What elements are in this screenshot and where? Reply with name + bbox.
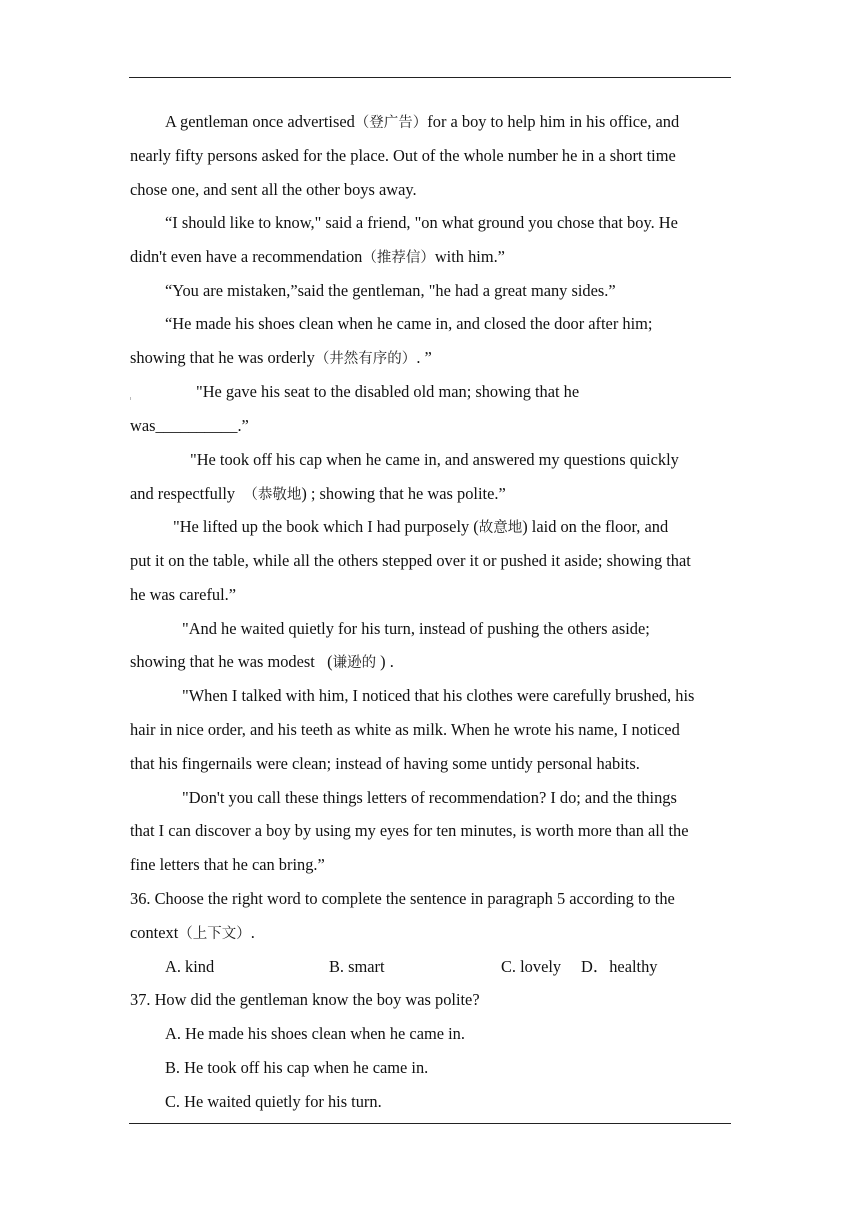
passage-line: didn't even have a recommendation（推荐信）with him.”: [130, 247, 505, 266]
passage-line: that his fingernails were clean; instead of having some untidy personal habits.: [130, 754, 640, 773]
passage-line: "When I talked with him, I noticed that his clothes were carefully brushed, his: [182, 686, 695, 705]
option-b: B. smart: [329, 957, 385, 976]
footer-rule: [129, 1123, 731, 1124]
passage-line: “I should like to know," said a friend, "on what ground you chose that boy. He: [165, 213, 678, 232]
passage-line: “You are mistaken,”said the gentleman, "he had a great many sides.”: [165, 281, 616, 300]
passage-line: "He took off his cap when he came in, and answered my questions quickly: [190, 450, 679, 469]
option-b: B. He took off his cap when he came in.: [165, 1058, 429, 1077]
option-c: C. lovely: [501, 957, 562, 976]
passage-line: “He made his shoes clean when he came in, and closed the door after him;: [165, 314, 653, 333]
passage-line: "He lifted up the book which I had purposely (故意地) laid on the floor, and: [173, 517, 669, 536]
passage-line: showing that he was orderly（井然有序的）. ”: [130, 348, 432, 367]
passage-line: fine letters that he can bring.”: [130, 855, 325, 874]
question-36: 36. Choose the right word to complete the sentence in paragraph 5 according to the: [130, 889, 675, 908]
passage-line: hair in nice order, and his teeth as white as milk. When he wrote his name, I noticed: [130, 720, 680, 739]
passage-line: showing that he was modest (谦逊的 ) .: [130, 652, 394, 671]
option-d: D．healthy: [581, 957, 658, 976]
passage-line: chose one, and sent all the other boys away.: [130, 180, 417, 199]
passage-line: he was careful.”: [130, 585, 237, 604]
passage-line: that I can discover a boy by using my eyes for ten minutes, is worth more than all the: [130, 821, 689, 840]
margin-mark: [130, 397, 131, 400]
header-rule: [129, 77, 731, 78]
passage-line: A gentleman once advertised（登广告）for a boy to help him in his office, and: [165, 112, 680, 131]
option-c: C. He waited quietly for his turn.: [165, 1092, 382, 1111]
passage-line: "Don't you call these things letters of recommendation? I do; and the things: [182, 788, 677, 807]
question-36-cont: context（上下文）.: [130, 923, 255, 942]
option-a: A. He made his shoes clean when he came in.: [165, 1024, 465, 1043]
option-a: A. kind: [165, 957, 215, 976]
passage-line: nearly fifty persons asked for the place. Out of the whole number he in a short time: [130, 146, 676, 165]
passage-line: "And he waited quietly for his turn, instead of pushing the others aside;: [182, 619, 650, 638]
passage-line: put it on the table, while all the others stepped over it or pushed it aside; showing that: [130, 551, 691, 570]
passage-line: "He gave his seat to the disabled old man; showing that he: [196, 382, 580, 401]
blank-line: was__________.”: [130, 416, 249, 435]
question-37: 37. How did the gentleman know the boy was polite?: [130, 990, 480, 1009]
passage-line: and respectfully （恭敬地) ; showing that he was polite.”: [130, 484, 506, 503]
